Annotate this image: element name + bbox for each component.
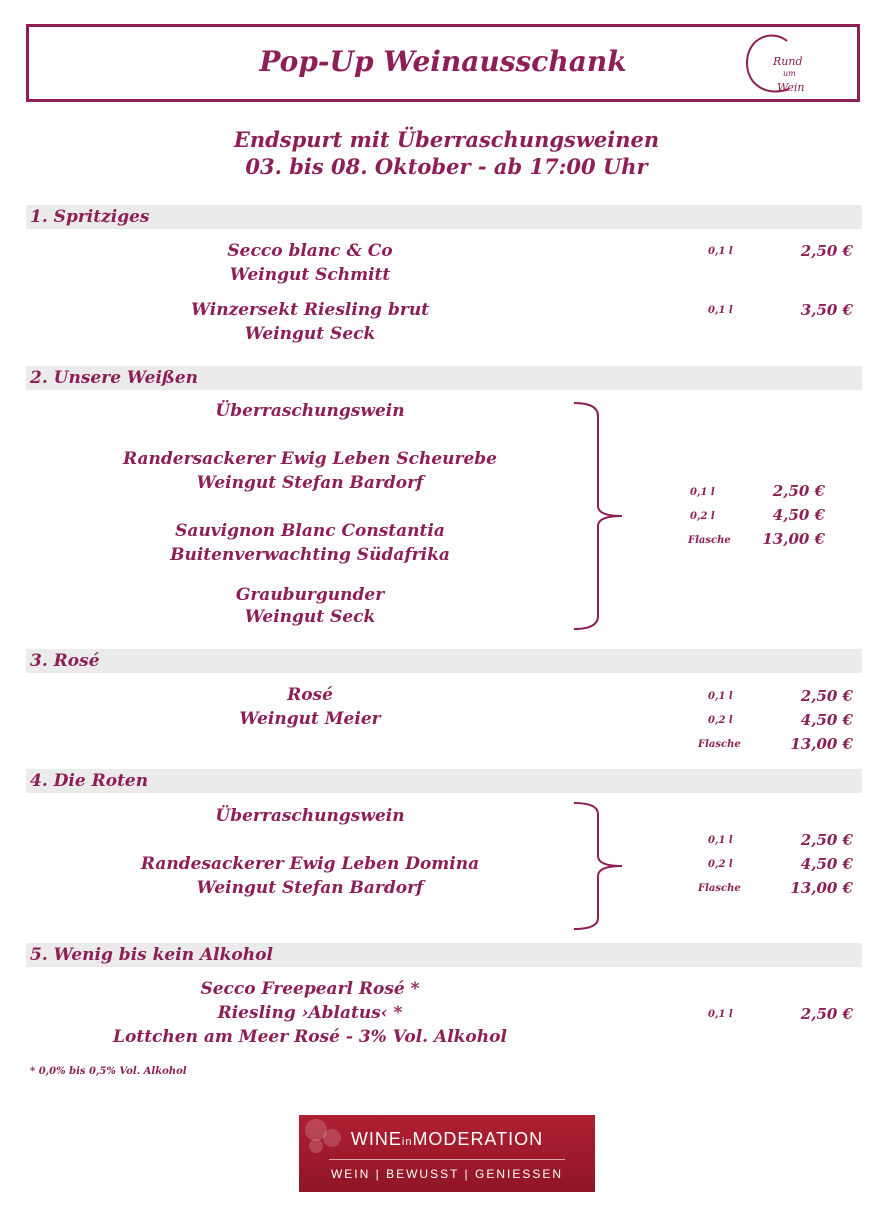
wine-name: Rosé	[287, 685, 333, 705]
price-label: 2,50 €	[772, 482, 825, 500]
wine-name: Secco Freepearl Rosé *	[200, 979, 420, 999]
logo-text-wein: Wein	[777, 81, 805, 94]
wine-name: Randesackerer Ewig Leben Domina	[140, 854, 480, 874]
logo-text-um: um	[783, 69, 796, 78]
wine-producer: Weingut Schmitt	[229, 265, 391, 285]
wine-name: Winzersekt Riesling brut	[190, 300, 430, 320]
volume-label: 0,1 l	[708, 1009, 733, 1020]
wine-item	[60, 519, 560, 567]
wine-producer: Weingut Stefan Bardorf	[196, 878, 424, 898]
wine-name: Lottchen am Meer Rosé - 3% Vol. Alkohol	[113, 1027, 507, 1047]
volume-label: 0,1 l	[690, 487, 715, 498]
price-label: 2,50 €	[800, 831, 853, 849]
subtitle	[0, 126, 893, 180]
volume-label: Flasche	[698, 883, 741, 894]
price-label: 2,50 €	[800, 242, 853, 260]
volume-label: 0,1 l	[708, 246, 733, 257]
subtitle-line2: 03. bis 08. Oktober - ab 17:00 Uhr	[245, 154, 648, 179]
price-label: 4,50 €	[800, 711, 853, 729]
wim-wordmark	[299, 1129, 595, 1150]
wine-name: Secco blanc & Co	[227, 241, 393, 261]
section-header-roten: 4. Die Roten	[26, 769, 862, 793]
wine-producer: Weingut Seck	[244, 607, 376, 627]
wine-name: Überraschungswein	[215, 806, 405, 826]
logo-text-rund: Rund	[773, 55, 803, 68]
section-header-rose: 3. Rosé	[26, 649, 862, 673]
price-label: 2,50 €	[800, 687, 853, 705]
wine-item	[60, 447, 560, 495]
section-header-spritziges: 1. Spritziges	[26, 205, 862, 229]
page-title: Pop-Up Weinausschank	[259, 45, 627, 78]
header-box	[26, 24, 860, 102]
wine-item	[60, 804, 560, 828]
volume-label: 0,1 l	[708, 691, 733, 702]
wine-producer: Buitenverwachting Südafrika	[170, 545, 450, 565]
wine-in-moderation-logo	[299, 1115, 595, 1192]
wim-in: in	[401, 1136, 413, 1148]
wine-item	[60, 852, 560, 900]
footnote: * 0,0% bis 0,5% Vol. Alkohol	[30, 1066, 187, 1077]
wim-divider	[329, 1159, 565, 1160]
rund-um-wein-logo	[743, 31, 807, 95]
brace-icon	[570, 400, 626, 632]
wim-wine: WINE	[350, 1129, 402, 1149]
wim-tagline: WEIN | BEWUSST | GENIESSEN	[330, 1167, 564, 1181]
volume-label: 0,2 l	[708, 859, 733, 870]
section-header-alkoholfrei: 5. Wenig bis kein Alkohol	[26, 943, 862, 967]
wine-item	[60, 399, 560, 423]
wine-name: Überraschungswein	[215, 401, 405, 421]
subtitle-line1: Endspurt mit Überraschungsweinen	[233, 127, 660, 152]
wine-name: Riesling ›Ablatus‹ *	[217, 1003, 403, 1023]
wine-name: Randersackerer Ewig Leben Scheurebe	[123, 449, 497, 469]
wim-moderation: MODERATION	[412, 1129, 544, 1149]
brace-icon	[570, 800, 626, 932]
wine-item	[60, 298, 560, 346]
wine-name: Sauvignon Blanc Constantia	[175, 521, 445, 541]
price-label: 13,00 €	[762, 530, 825, 548]
wine-item	[60, 977, 560, 1049]
section-header-weissen: 2. Unsere Weißen	[26, 366, 862, 390]
volume-label: Flasche	[698, 739, 741, 750]
volume-label: 0,2 l	[690, 511, 715, 522]
price-label: 2,50 €	[800, 1005, 853, 1023]
wine-item	[60, 239, 560, 287]
volume-label: 0,2 l	[708, 715, 733, 726]
volume-label: 0,1 l	[708, 835, 733, 846]
wine-item	[60, 683, 560, 731]
price-label: 13,00 €	[790, 879, 853, 897]
wine-producer: Weingut Meier	[239, 709, 381, 729]
wine-item	[60, 584, 560, 628]
price-label: 4,50 €	[800, 855, 853, 873]
volume-label: 0,1 l	[708, 305, 733, 316]
price-label: 4,50 €	[772, 506, 825, 524]
wine-producer: Weingut Seck	[244, 324, 376, 344]
wine-producer: Weingut Stefan Bardorf	[196, 473, 424, 493]
volume-label: Flasche	[688, 535, 731, 546]
wine-name: Grauburgunder	[235, 585, 385, 605]
price-label: 13,00 €	[790, 735, 853, 753]
price-label: 3,50 €	[800, 301, 853, 319]
